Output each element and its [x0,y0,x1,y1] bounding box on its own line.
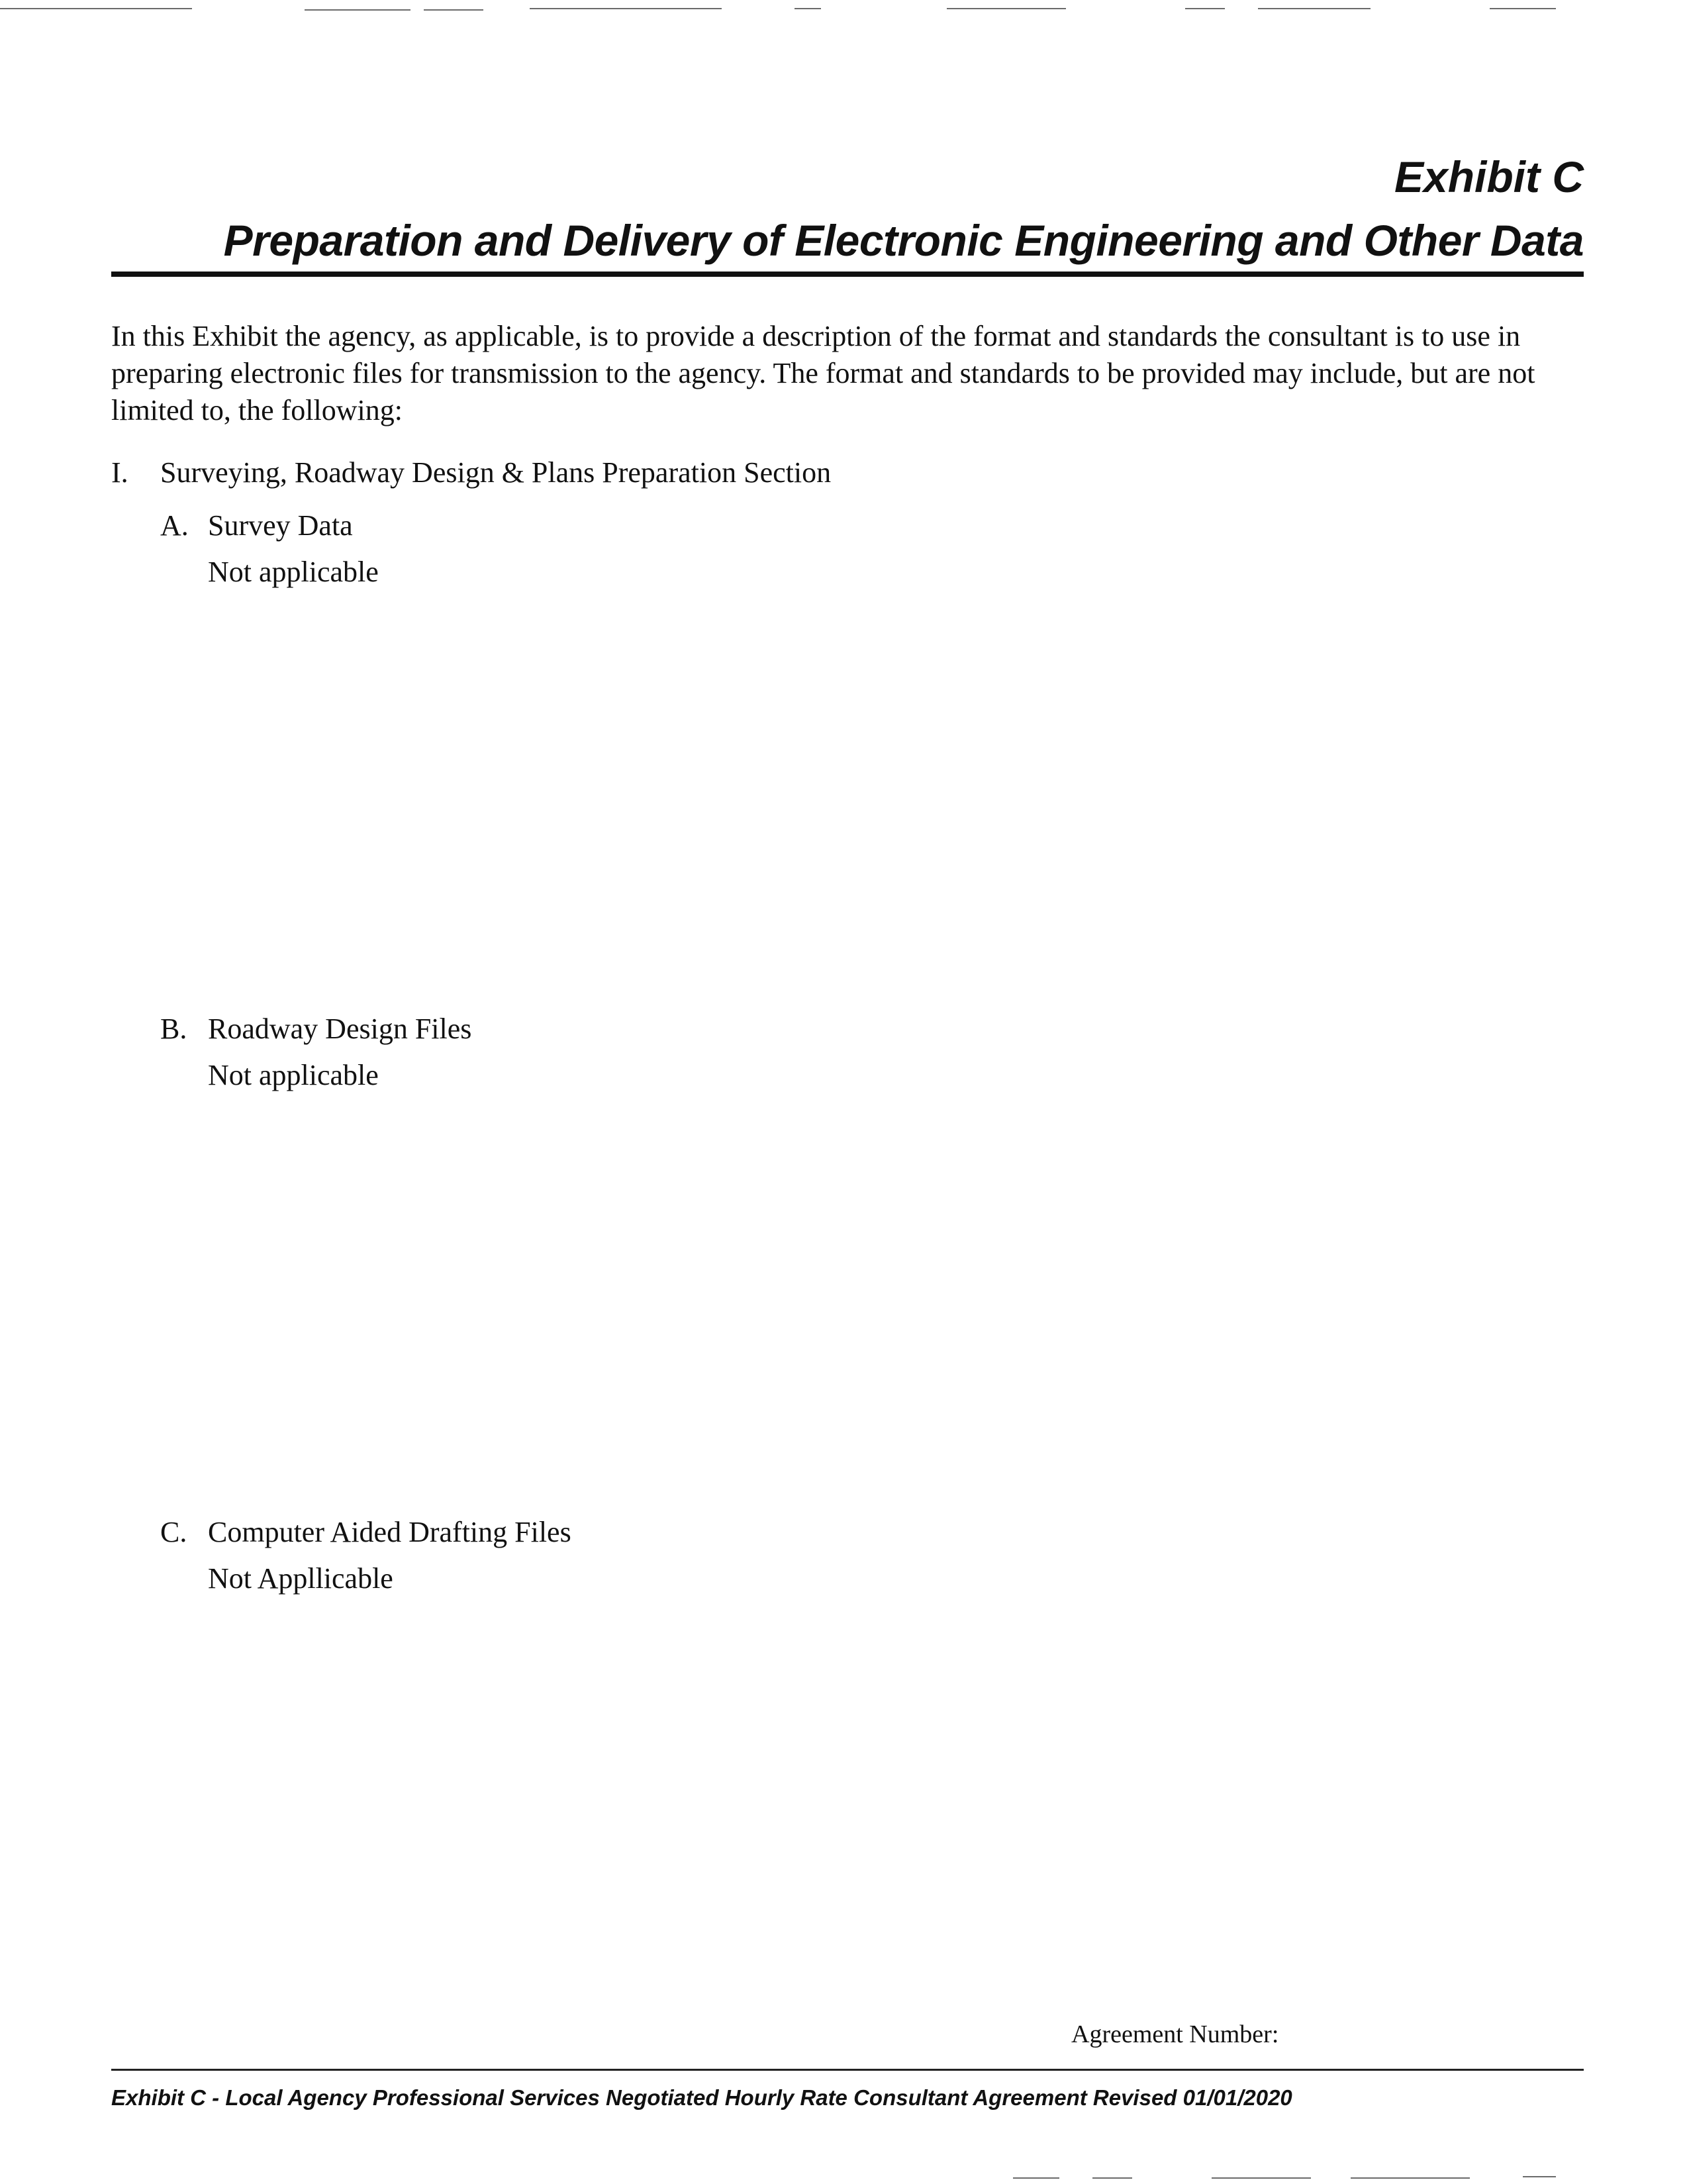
exhibit-title: Preparation and Delivery of Electronic Engineering and Other Data [223,216,1584,265]
title-rule [111,272,1584,277]
section-number: I. [111,456,128,489]
footer-rule [111,2069,1584,2071]
scan-artifact [1490,8,1556,9]
scan-artifact [795,8,821,9]
footer-document-note: Exhibit C - Local Agency Professional Services Negotiated Hourly Rate Consultant Agreement Revised 01/01/2020 [111,2085,1292,2110]
scan-artifact [1523,2176,1556,2177]
subsection-letter: B. [160,1013,187,1045]
scan-artifact [530,8,722,9]
intro-paragraph: In this Exhibit the agency, as applicable, is to provide a description of the format and standards the consultant is to use in preparing electronic files for transmission to the agency. The format and standards to be provided may include, but are not limited to, the following: [111,320,1535,426]
subsection-letter: C. [160,1516,187,1548]
section-title: Surveying, Roadway Design & Plans Preparation Section [160,456,832,489]
document-header [111,147,1584,277]
scan-artifact [1185,8,1225,9]
scan-artifact [424,9,483,11]
scan-artifact [1013,2177,1059,2179]
subsection-label: Roadway Design Files [208,1013,472,1045]
scan-artifact [0,8,192,9]
subsection-label: Survey Data [208,509,353,542]
subsection-value: Not applicable [208,556,379,588]
scan-artifact [947,8,1066,9]
subsection-value: Not applicable [208,1059,379,1091]
subsection-survey-data [160,507,379,591]
scan-artifact [305,9,410,11]
section-heading [111,454,831,491]
scan-artifact [1092,2177,1132,2179]
exhibit-label: Exhibit C [1394,152,1584,201]
subsection-cad-files [160,1514,571,1597]
subsection-letter: A. [160,509,189,542]
scan-artifact [1258,8,1371,9]
agreement-number-label: Agreement Number: [1071,2020,1279,2048]
scan-artifact [1212,2177,1311,2179]
subsection-value: Not Appllicable [208,1562,393,1595]
subsection-label: Computer Aided Drafting Files [208,1516,571,1548]
subsection-roadway-design-files [160,1011,471,1094]
scan-artifact [1351,2177,1470,2179]
